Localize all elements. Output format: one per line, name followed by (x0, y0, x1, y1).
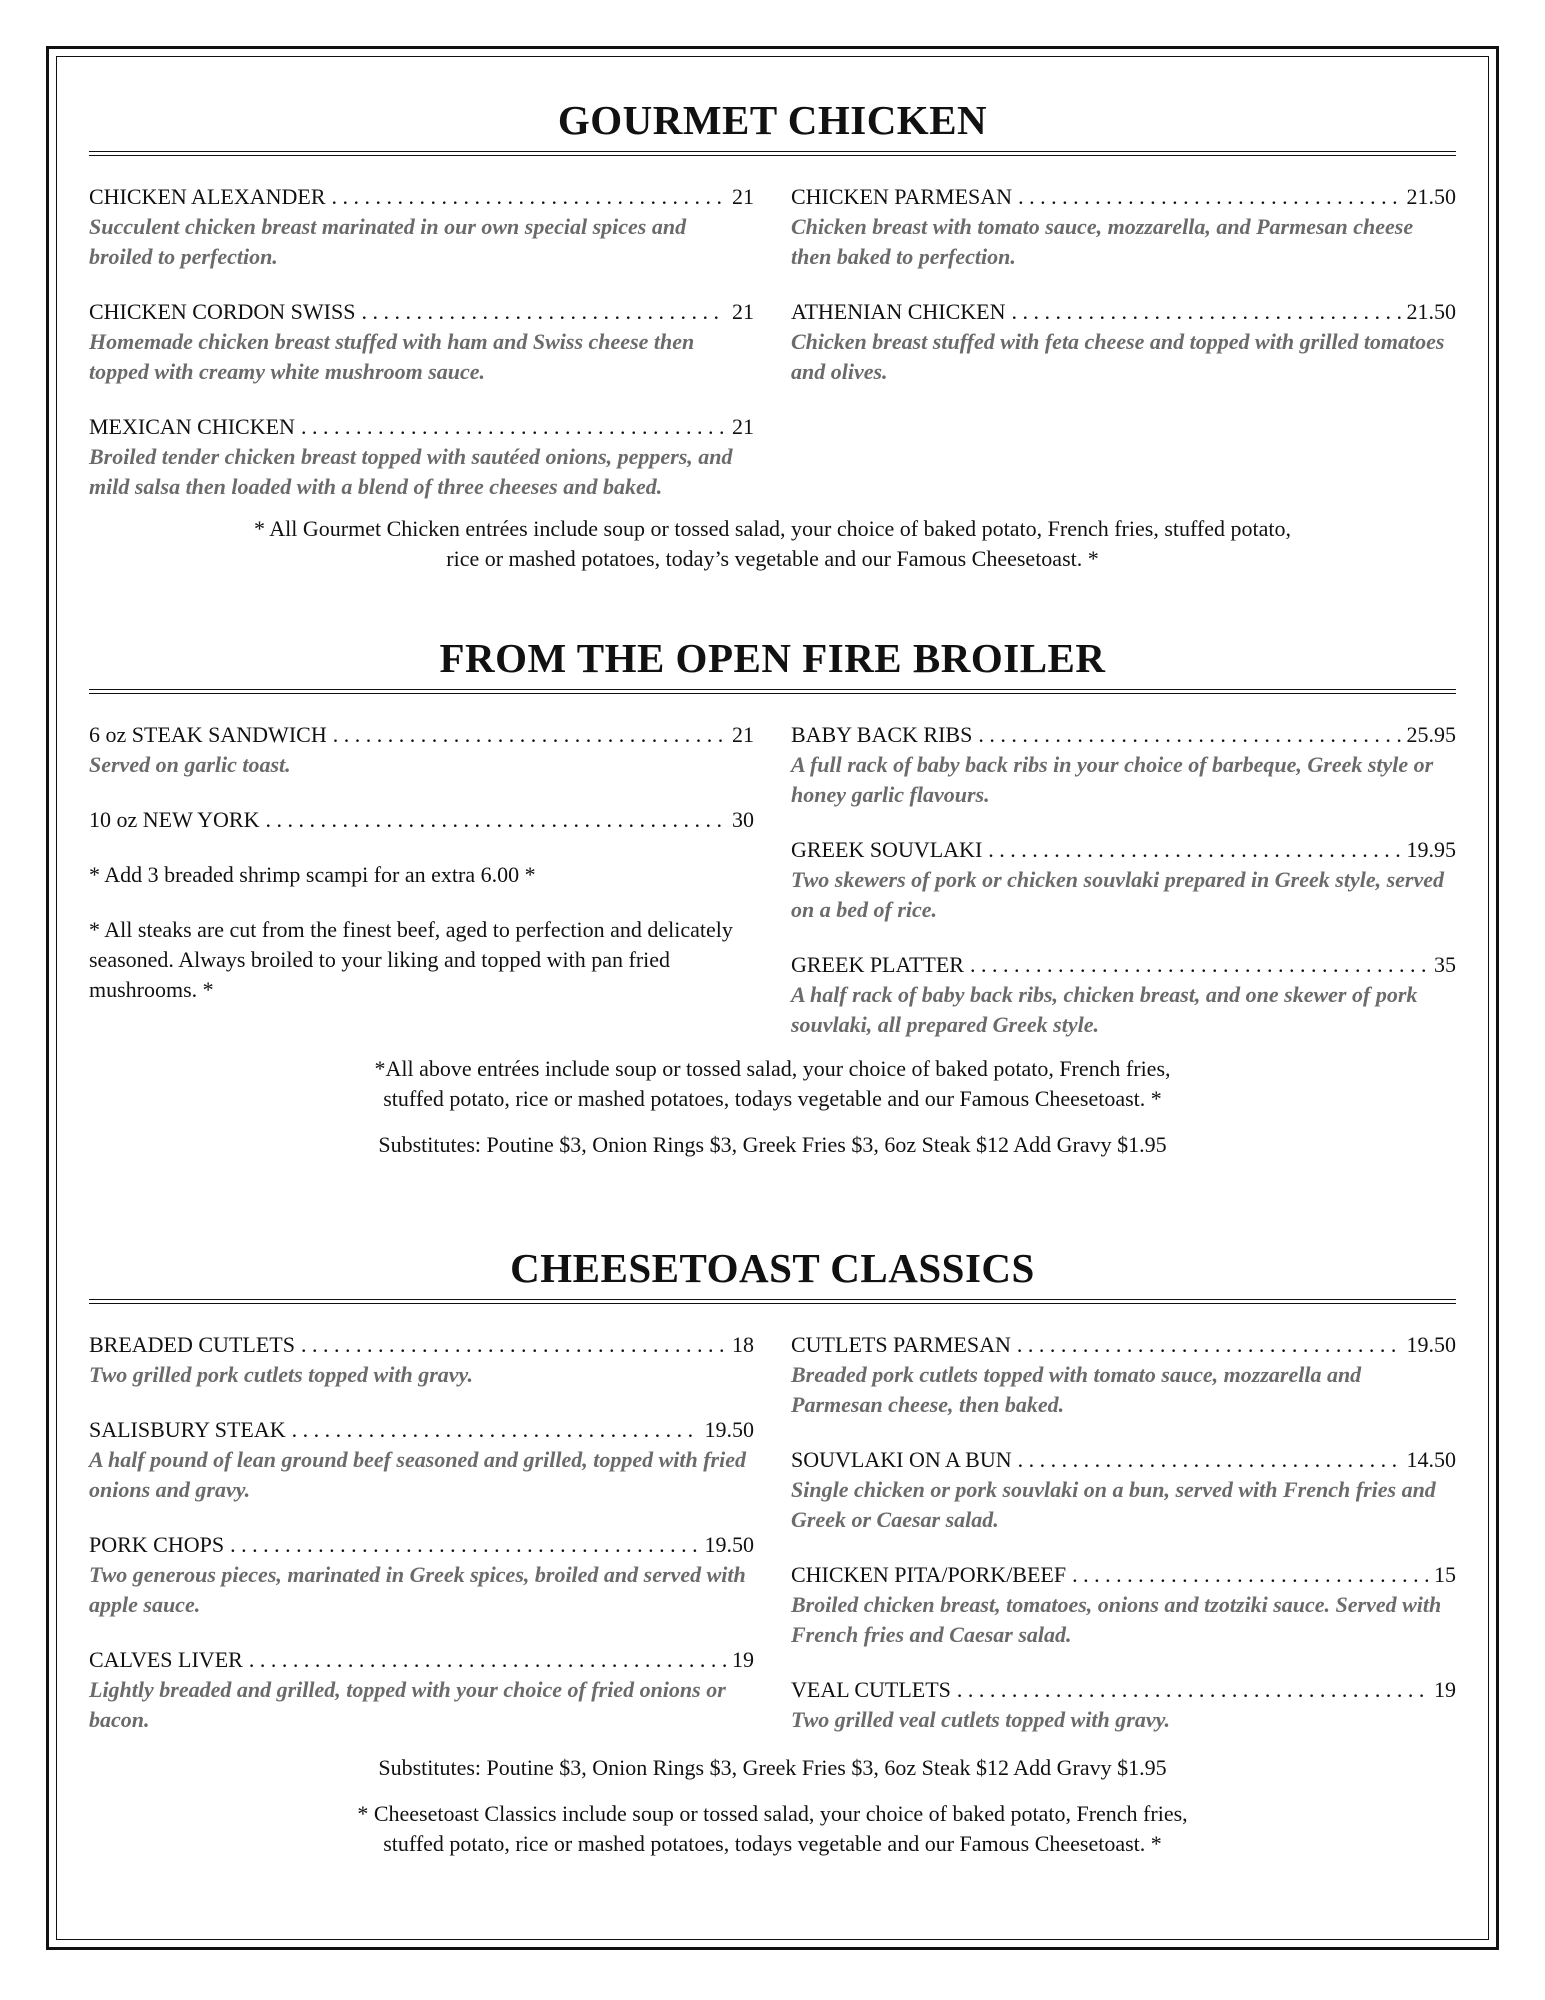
menu-item (89, 182, 754, 272)
item-description: Broiled tender chicken breast topped with sautéed onions, peppers, and mild salsa then loaded with a blend of three cheeses and baked. (89, 444, 733, 500)
item-price: 14.50 (1406, 1447, 1456, 1473)
section-title: FROM THE OPEN FIRE BROILER (439, 635, 1106, 681)
item-description: Chicken breast with tomato sauce, mozzarella, and Parmesan cheese then baked to perfection. (791, 214, 1414, 270)
section-divider (89, 1299, 1456, 1304)
menu-item (89, 805, 754, 835)
item-name: CHICKEN PITA/PORK/BEEF (791, 1562, 1067, 1588)
steak-note: * All steaks are cut from the finest beef, aged to perfection and delicately seasoned. Always broiled to your liking and topped with pan fried mushrooms. * (89, 917, 733, 1003)
footer-line: * Cheesetoast Classics include soup or tossed salad, your choice of baked potato, French fries, (357, 1801, 1188, 1827)
item-name: ATHENIAN CHICKEN (791, 299, 1006, 325)
item-description: Broiled chicken breast, tomatoes, onions and tzotziki sauce. Served with French fries and Caesar salad. (791, 1592, 1442, 1648)
item-price: 21 (732, 722, 754, 748)
item-price: 18 (732, 1332, 754, 1358)
menu-item (791, 720, 1456, 810)
menu-item (89, 297, 754, 387)
right-column (791, 1330, 1456, 1753)
menu-item (89, 1330, 754, 1390)
menu-item (791, 297, 1456, 387)
item-price: 19 (732, 1647, 754, 1673)
item-description: Chicken breast stuffed with feta cheese and topped with grilled tomatoes and olives. (791, 329, 1445, 385)
item-price: 21 (732, 299, 754, 325)
item-description: A full rack of baby back ribs in your choice of barbeque, Greek style or honey garlic flavours. (791, 752, 1434, 808)
substitutes-note: Substitutes: Poutine $3, Onion Rings $3, Greek Fries $3, 6oz Steak $12 Add Gravy $1.95 (378, 1755, 1167, 1781)
item-name: SOUVLAKI ON A BUN (791, 1447, 1012, 1473)
item-name: GREEK PLATTER (791, 952, 964, 978)
section-cheesetoast-classics (89, 1244, 1456, 1859)
section-gourmet-chicken (89, 96, 1456, 574)
section-footer-note (89, 1054, 1456, 1114)
menu-item (89, 412, 754, 502)
footer-line: *All above entrées include soup or tossed salad, your choice of baked potato, French fries, (374, 1056, 1171, 1082)
item-name: CHICKEN PARMESAN (791, 184, 1013, 210)
right-column (791, 720, 1456, 1054)
item-price: 21.50 (1406, 299, 1456, 325)
item-name: BREADED CUTLETS (89, 1332, 295, 1358)
menu-item (791, 1330, 1456, 1420)
right-column (791, 182, 1456, 514)
item-price: 15 (1434, 1562, 1456, 1588)
item-description: Homemade chicken breast stuffed with ham and Swiss cheese then topped with creamy white mushroom sauce. (89, 329, 695, 385)
section-title: GOURMET CHICKEN (557, 97, 988, 143)
section-divider (89, 151, 1456, 156)
item-name: BABY BACK RIBS (791, 722, 973, 748)
menu-item (791, 1560, 1456, 1650)
item-price: 21 (732, 414, 754, 440)
item-price: 25.95 (1406, 722, 1456, 748)
menu-item (89, 720, 754, 780)
item-name: VEAL CUTLETS (791, 1677, 951, 1703)
left-column (89, 182, 754, 514)
menu-item (89, 1645, 754, 1735)
section-title: CHEESETOAST CLASSICS (510, 1245, 1035, 1291)
item-price: 19.50 (704, 1532, 754, 1558)
item-price: 21 (732, 184, 754, 210)
footer-line: * All Gourmet Chicken entrées include soup or tossed salad, your choice of baked potato, French fries, stuffed potato, (254, 516, 1291, 542)
item-description: Succulent chicken breast marinated in our own special spices and broiled to perfection. (89, 214, 687, 270)
item-description: A half pound of lean ground beef seasoned and grilled, topped with fried onions and gravy. (89, 1447, 746, 1503)
item-price: 35 (1434, 952, 1456, 978)
item-description: A half rack of baby back ribs, chicken breast, and one skewer of pork souvlaki, all prepared Greek style. (791, 982, 1418, 1038)
item-name: CALVES LIVER (89, 1647, 243, 1673)
left-column (89, 1330, 754, 1753)
menu-item (89, 1415, 754, 1505)
item-description: Two grilled veal cutlets topped with gravy. (791, 1707, 1171, 1733)
item-name: SALISBURY STEAK (89, 1417, 286, 1443)
item-name: 10 oz NEW YORK (89, 807, 260, 833)
footer-line: stuffed potato, rice or mashed potatoes, todays vegetable and our Famous Cheesetoast. * (383, 1831, 1162, 1857)
section-open-fire-broiler (89, 634, 1456, 1160)
item-description: Two generous pieces, marinated in Greek spices, broiled and served with apple sauce. (89, 1562, 746, 1618)
section-footer-note (89, 514, 1456, 574)
menu-item (791, 1675, 1456, 1735)
item-name: MEXICAN CHICKEN (89, 414, 295, 440)
footer-line: rice or mashed potatoes, today’s vegetable and our Famous Cheesetoast. * (446, 546, 1099, 572)
item-description: Lightly breaded and grilled, topped with your choice of fried onions or bacon. (89, 1677, 726, 1733)
item-price: 19 (1434, 1677, 1456, 1703)
footer-line: stuffed potato, rice or mashed potatoes, todays vegetable and our Famous Cheesetoast. * (383, 1086, 1162, 1112)
shrimp-addon-note: * Add 3 breaded shrimp scampi for an extra 6.00 * (89, 862, 536, 888)
menu-item (791, 835, 1456, 925)
item-description: Served on garlic toast. (89, 752, 291, 778)
left-column (89, 720, 754, 1054)
item-description: Breaded pork cutlets topped with tomato sauce, mozzarella and Parmesan cheese, then baked. (791, 1362, 1362, 1418)
section-footer-note (89, 1799, 1456, 1859)
item-description: Two skewers of pork or chicken souvlaki prepared in Greek style, served on a bed of rice. (791, 867, 1445, 923)
item-name: CHICKEN ALEXANDER (89, 184, 326, 210)
item-name: CHICKEN CORDON SWISS (89, 299, 356, 325)
menu-item (791, 1445, 1456, 1535)
item-price: 19.50 (1406, 1332, 1456, 1358)
substitutes-note: Substitutes: Poutine $3, Onion Rings $3, Greek Fries $3, 6oz Steak $12 Add Gravy $1.95 (378, 1132, 1167, 1158)
menu-item (791, 950, 1456, 1040)
item-description: Single chicken or pork souvlaki on a bun, served with French fries and Greek or Caesar salad. (791, 1477, 1436, 1533)
item-name: GREEK SOUVLAKI (791, 837, 983, 863)
item-price: 30 (732, 807, 754, 833)
item-description: Two grilled pork cutlets topped with gravy. (89, 1362, 473, 1388)
item-name: 6 oz STEAK SANDWICH (89, 722, 327, 748)
menu-item (89, 1530, 754, 1620)
item-price: 19.95 (1406, 837, 1456, 863)
item-price: 19.50 (704, 1417, 754, 1443)
menu-item (791, 182, 1456, 272)
section-divider (89, 689, 1456, 694)
item-name: PORK CHOPS (89, 1532, 225, 1558)
item-name: CUTLETS PARMESAN (791, 1332, 1011, 1358)
item-price: 21.50 (1406, 184, 1456, 210)
